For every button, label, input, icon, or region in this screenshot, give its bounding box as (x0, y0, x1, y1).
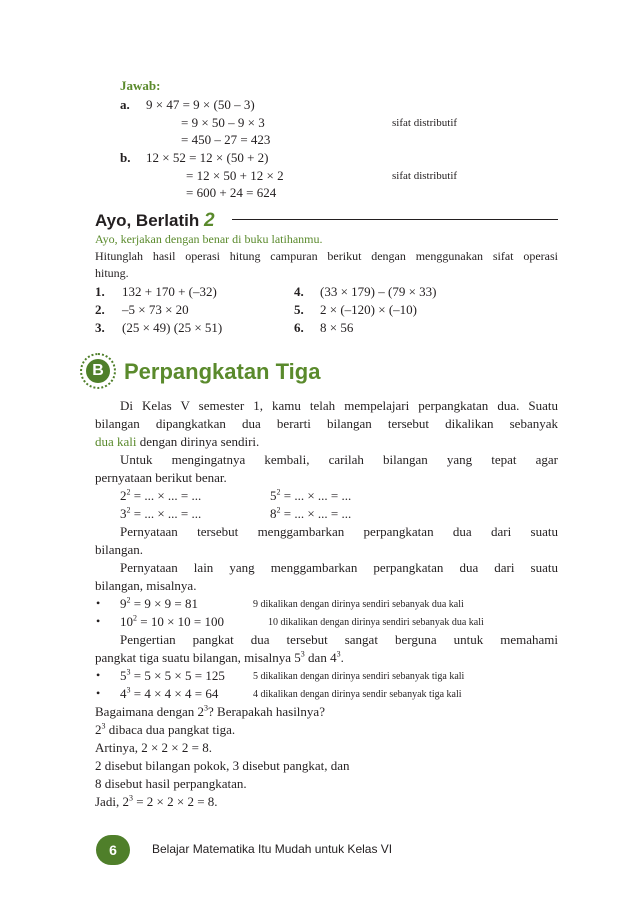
eq4-base: 8 (270, 506, 277, 521)
section-title: Perpangkatan Tiga (124, 359, 321, 384)
answer-b-marker: b. (120, 150, 131, 165)
answer-b-note: sifat distributif (392, 170, 458, 182)
b3-rest: = 5 × 5 × 5 = 125 (130, 668, 225, 683)
para3-line1: Pernyataan tersebut menggambarkan perpangkatan dua dari suatu (120, 524, 558, 539)
b1-exp: 2 (126, 595, 131, 605)
q6-exp: 3 (128, 793, 133, 803)
bullet-2-eq (120, 614, 224, 630)
para2-line1: Untuk mengingatnya kembali, carilah bilangan yang tepat agar (120, 452, 558, 467)
b2-rest: = 10 × 10 = 100 (137, 614, 224, 629)
para4-line1: Pernyataan lain yang menggambarkan perpangkatan dua dari suatu (120, 560, 558, 575)
jawab-label: Jawab: (120, 78, 161, 93)
answer-a-line3: = 450 – 27 = 423 (181, 132, 271, 147)
eq3-rest: = ... × ... = ... (130, 506, 202, 521)
bullet-1-eq (120, 596, 198, 612)
q6-b: = 2 × 2 × 2 = 8. (132, 794, 218, 809)
bullet-4-dot: • (96, 686, 101, 700)
exercise-3-num: 3. (95, 320, 105, 335)
eq1-base: 2 (120, 488, 127, 503)
para4-line2: bilangan, misalnya. (95, 578, 197, 593)
eq2-base: 5 (270, 488, 277, 503)
q1-exp: 3 (204, 703, 209, 713)
para5-line1: Pengertian pangkat dua tersebut sangat berguna untuk memahami (120, 632, 558, 647)
para1-line3-rest: dengan dirinya sendiri. (136, 434, 260, 449)
exercise-6-num: 6. (294, 320, 304, 335)
bullet-3-eq (120, 668, 225, 684)
conclusion-line (95, 794, 218, 810)
exercise-1-num: 1. (95, 284, 105, 299)
eq2-exp: 2 (276, 487, 281, 497)
exercise-2-text: –5 × 73 × 20 (122, 302, 189, 317)
exercise-1-text: 132 + 170 + (–32) (122, 284, 217, 299)
exercise-5-num: 5. (294, 302, 304, 317)
para1-line1: Di Kelas V semester 1, kamu telah mempelajari perpangkatan dua. Suatu (120, 398, 558, 413)
p5-text-a: pangkat tiga suatu bilangan, misalnya 5 (95, 650, 301, 665)
b1-base: 9 (120, 596, 127, 611)
terms-line2: 8 disebut hasil perpangkatan. (95, 776, 247, 791)
para5-line2 (95, 650, 344, 666)
meaning-line: Artinya, 2 × 2 × 2 = 8. (95, 740, 212, 755)
exercise-4-num: 4. (294, 284, 304, 299)
answer-b-line1: 12 × 52 = 12 × (50 + 2) (146, 150, 269, 165)
para1-line2: bilangan dipangkatkan dua berarti bilangan tersebut dikalikan sebanyak (95, 416, 558, 431)
answer-a-line2: = 9 × 50 – 9 × 3 (181, 115, 265, 130)
eq3-exp: 2 (126, 505, 131, 515)
ayo-instruction: Ayo, kerjakan dengan benar di buku latihanmu. (95, 232, 323, 246)
exercise-6-text: 8 × 56 (320, 320, 354, 335)
b4-exp: 3 (126, 685, 131, 695)
q2-exp: 3 (101, 721, 106, 731)
green-phrase: dua kali (95, 434, 137, 449)
b3-exp: 3 (126, 667, 131, 677)
square-eq-3 (120, 506, 201, 522)
square-eq-1 (120, 488, 201, 504)
answer-a-line1: 9 × 47 = 9 × (50 – 3) (146, 97, 255, 112)
answer-b-line2: = 12 × 50 + 12 × 2 (186, 168, 284, 183)
ayo-berlatih-text: Ayo, Berlatih (95, 211, 200, 230)
q1-a: Bagaimana dengan 2 (95, 704, 205, 719)
eq4-exp: 2 (276, 505, 281, 515)
q2-a: 2 (95, 722, 102, 737)
ayo-task-line1: Hitunglah hasil operasi hitung campuran berikut dengan menggunakan sifat operasi (95, 249, 558, 263)
answer-a-marker: a. (120, 97, 130, 112)
answer-a-note: sifat distributif (392, 117, 458, 129)
para1-line3 (95, 434, 259, 450)
b1-rest: = 9 × 9 = 81 (130, 596, 198, 611)
exercise-2-num: 2. (95, 302, 105, 317)
para2-line2: pernyataan berikut benar. (95, 470, 227, 485)
b4-rest: = 4 × 4 × 4 = 64 (130, 686, 219, 701)
p5-text-b: dan 4 (304, 650, 337, 665)
ayo-task-line2: hitung. (95, 266, 129, 280)
p5-exp-a: 3 (300, 649, 305, 659)
eq1-exp: 2 (126, 487, 131, 497)
q2-b: dibaca dua pangkat tiga. (105, 722, 236, 737)
section-letter-badge: B (86, 359, 110, 383)
b2-exp: 2 (133, 613, 137, 623)
exercise-5-text: 2 × (–120) × (–10) (320, 302, 417, 317)
square-eq-2 (270, 488, 351, 504)
footer-book-title: Belajar Matematika Itu Mudah untuk Kelas VI (152, 842, 393, 856)
answer-b-line3: = 600 + 24 = 624 (186, 185, 277, 200)
question-line (95, 704, 325, 720)
eq3-base: 3 (120, 506, 127, 521)
header-rule (232, 219, 558, 220)
bullet-4-eq (120, 686, 218, 702)
p5-text-c: . (340, 650, 344, 665)
bullet-4-note: 4 dikalikan dengan dirinya sendir sebanyak tiga kali (253, 689, 462, 700)
ayo-berlatih-number: 2 (203, 210, 215, 231)
b3-base: 5 (120, 668, 127, 683)
p5-exp-b: 3 (336, 649, 341, 659)
square-eq-4 (270, 506, 351, 522)
bullet-2-note: 10 dikalikan dengan dirinya sendiri sebanyak dua kali (268, 617, 484, 628)
terms-line1: 2 disebut bilangan pokok, 3 disebut pangkat, dan (95, 758, 350, 773)
bullet-3-dot: • (96, 668, 101, 682)
page-number-badge: 6 (96, 835, 130, 865)
eq1-rest: = ... × ... = ... (130, 488, 202, 503)
b2-base: 10 (120, 614, 133, 629)
para3-line2: bilangan. (95, 542, 144, 557)
bullet-1-dot: • (96, 596, 101, 610)
q6-a: Jadi, 2 (95, 794, 129, 809)
bullet-3-note: 5 dikalikan dengan dirinya sendiri sebanyak tiga kali (253, 671, 465, 682)
ayo-berlatih-title (95, 210, 215, 232)
exercise-3-text: (25 × 49) (25 × 51) (122, 320, 223, 335)
bullet-1-note: 9 dikalikan dengan dirinya sendiri sebanyak dua kali (253, 599, 464, 610)
eq4-rest: = ... × ... = ... (280, 506, 352, 521)
eq2-rest: = ... × ... = ... (280, 488, 352, 503)
exercise-4-text: (33 × 179) – (79 × 33) (320, 284, 437, 299)
b4-base: 4 (120, 686, 127, 701)
q1-b: ? Berapakah hasilnya? (208, 704, 325, 719)
bullet-2-dot: • (96, 614, 101, 628)
read-as-line (95, 722, 235, 738)
